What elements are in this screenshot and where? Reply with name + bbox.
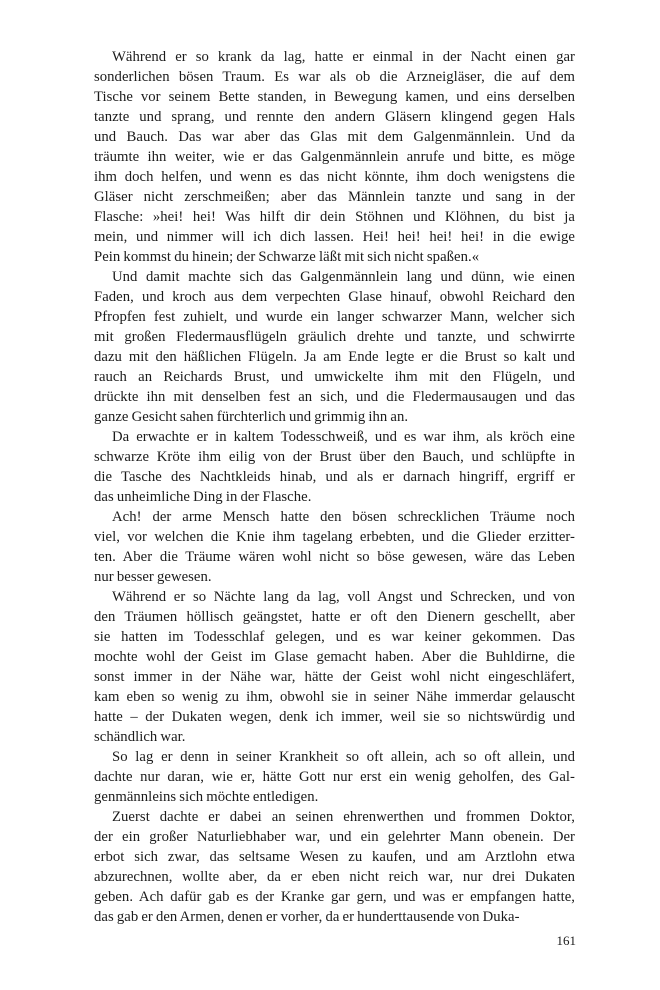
- text-line: die Tasche des Nachtkleids hinab, und als er darnach hingriff, ergriff er: [94, 469, 575, 485]
- text-line: Tische vor seinem Bette standen, in Bewegung kamen, und eins derselben: [94, 89, 575, 105]
- text-line: abzurechnen, wollte aber, da er eben nicht reich war, nur drei Dukaten: [94, 869, 575, 885]
- text-line: erbot sich zwar, das seltsame Wesen zu kaufen, und am Arztlohn etwa: [94, 849, 575, 865]
- text-line: Da erwachte er in kaltem Todesschweiß, und es war ihm, als kröch eine: [112, 429, 575, 445]
- text-line: schwarze Kröte ihm eilig von der Brust über den Bauch, und schlüpfte in: [94, 449, 575, 465]
- text-line: sonderlichen bösen Traum. Es war als ob die Arzneigläser, die auf dem: [94, 69, 575, 85]
- text-line: schändlich war.: [94, 729, 186, 745]
- text-line: mein, und nimmer will ich dich lassen. Hei! hei! hei! hei! in die ewige: [94, 229, 575, 245]
- text-line: sie hatten im Todesschlaf gelegen, und es war keiner gekommen. Das: [94, 629, 575, 645]
- paragraph: [94, 587, 575, 747]
- text-line: Während er so Nächte lang da lag, voll Angst und Schrecken, und von: [112, 589, 575, 605]
- text-line: nur besser gewesen.: [94, 569, 212, 585]
- text-line: kam eben so wenig zu ihm, obwohl sie in seiner Nähe immerdar gelauscht: [94, 689, 575, 705]
- text-line: dachte nur daran, wie er, hätte Gott nur erst ein wenig geholfen, des Gal-: [94, 769, 575, 785]
- text-line: Ach! der arme Mensch hatte den bösen schrecklichen Träume noch: [112, 509, 575, 525]
- text-line: das gab er den Armen, denen er vorher, da er hunderttausende von Duka-: [94, 909, 520, 925]
- text-line: Flasche: »hei! hei! Was hilft dir dein Stöhnen und Klöhnen, du bist ja: [94, 209, 575, 225]
- paragraph: [94, 267, 575, 427]
- text-line: So lag er denn in seiner Krankheit so oft allein, ach so oft allein, und: [112, 749, 575, 765]
- text-line: Und damit machte sich das Galgenmännlein lang und dünn, wie einen: [112, 269, 575, 285]
- text-line: ten. Aber die Träume wären wohl nicht so böse gewesen, wäre das Leben: [94, 549, 575, 565]
- page-text: [94, 47, 575, 927]
- text-line: dazu mit den häßlichen Flügeln. Ja am Ende legte er die Brust so kalt und: [94, 349, 575, 365]
- text-line: ihm doch helfen, und wenn es das nicht könnte, ihm doch wenigstens die: [94, 169, 575, 185]
- text-line: viel, vor welchen die Knie ihm tagelang erbebten, und die Glieder erzitter-: [94, 529, 575, 545]
- text-line: sonst immer in der Nähe war, hätte der Geist wohl nicht eingeschläfert,: [94, 669, 575, 685]
- text-line: den Träumen höllisch geängstet, hatte er oft den Dienern geschellt, aber: [94, 609, 575, 625]
- text-line: der ein großer Naturliebhaber war, und ein gelehrter Mann obenein. Der: [94, 829, 575, 845]
- text-line: mit großen Fledermausflügeln gräulich drehte und tanzte, und schwirrte: [94, 329, 575, 345]
- paragraph: [94, 507, 575, 587]
- paragraph: [94, 47, 575, 267]
- text-line: Während er so krank da lag, hatte er einmal in der Nacht einen gar: [112, 49, 575, 65]
- text-line: Zuerst dachte er dabei an seinen ehrenwerthen und frommen Doktor,: [112, 809, 575, 825]
- text-line: träumte ihn weiter, wie er das Galgenmännlein anrufe und bitte, es möge: [94, 149, 575, 165]
- text-line: das unheimliche Ding in der Flasche.: [94, 489, 312, 505]
- text-line: Pfropfen fest zuhielt, und wurde ein langer schwarzer Mann, welcher sich: [94, 309, 575, 325]
- text-line: Faden, und kroch aus dem verpechten Glase hinauf, obwohl Reichard den: [94, 289, 575, 305]
- paragraph: [94, 427, 575, 507]
- text-line: hatte – der Dukaten wegen, denk ich immer, weil sie so nichtswürdig und: [94, 709, 575, 725]
- text-line: ganze Gesicht sahen fürchterlich und grimmig ihn an.: [94, 409, 409, 425]
- text-line: und Bauch. Das war aber das Glas mit dem Galgenmännlein. Und da: [94, 129, 575, 145]
- page-number: 161: [556, 933, 576, 948]
- text-line: Pein kommst du hinein; der Schwarze läßt mit sich nicht spaßen.«: [94, 249, 480, 265]
- text-line: geben. Ach dafür gab es der Kranke gar gern, und was er empfangen hatte,: [94, 889, 575, 905]
- text-line: Gläser nicht zerschmeißen; aber das Männlein tanzte und sang in der: [94, 189, 575, 205]
- text-line: drückte ihn mit denselben fest an sich, und die Fledermausaugen und das: [94, 389, 575, 405]
- text-line: tanzte und sprang, und rennte den andern Gläsern klingend gegen Hals: [94, 109, 575, 125]
- text-line: genmännleins sich möchte entledigen.: [94, 789, 319, 805]
- paragraph: [94, 747, 575, 807]
- text-line: mochte wohl der Geist im Glase gemacht haben. Aber die Buhldirne, die: [94, 649, 575, 665]
- text-line: rauch an Reichards Brust, und umwickelte ihm mit den Flügeln, und: [94, 369, 575, 385]
- paragraph: [94, 807, 575, 927]
